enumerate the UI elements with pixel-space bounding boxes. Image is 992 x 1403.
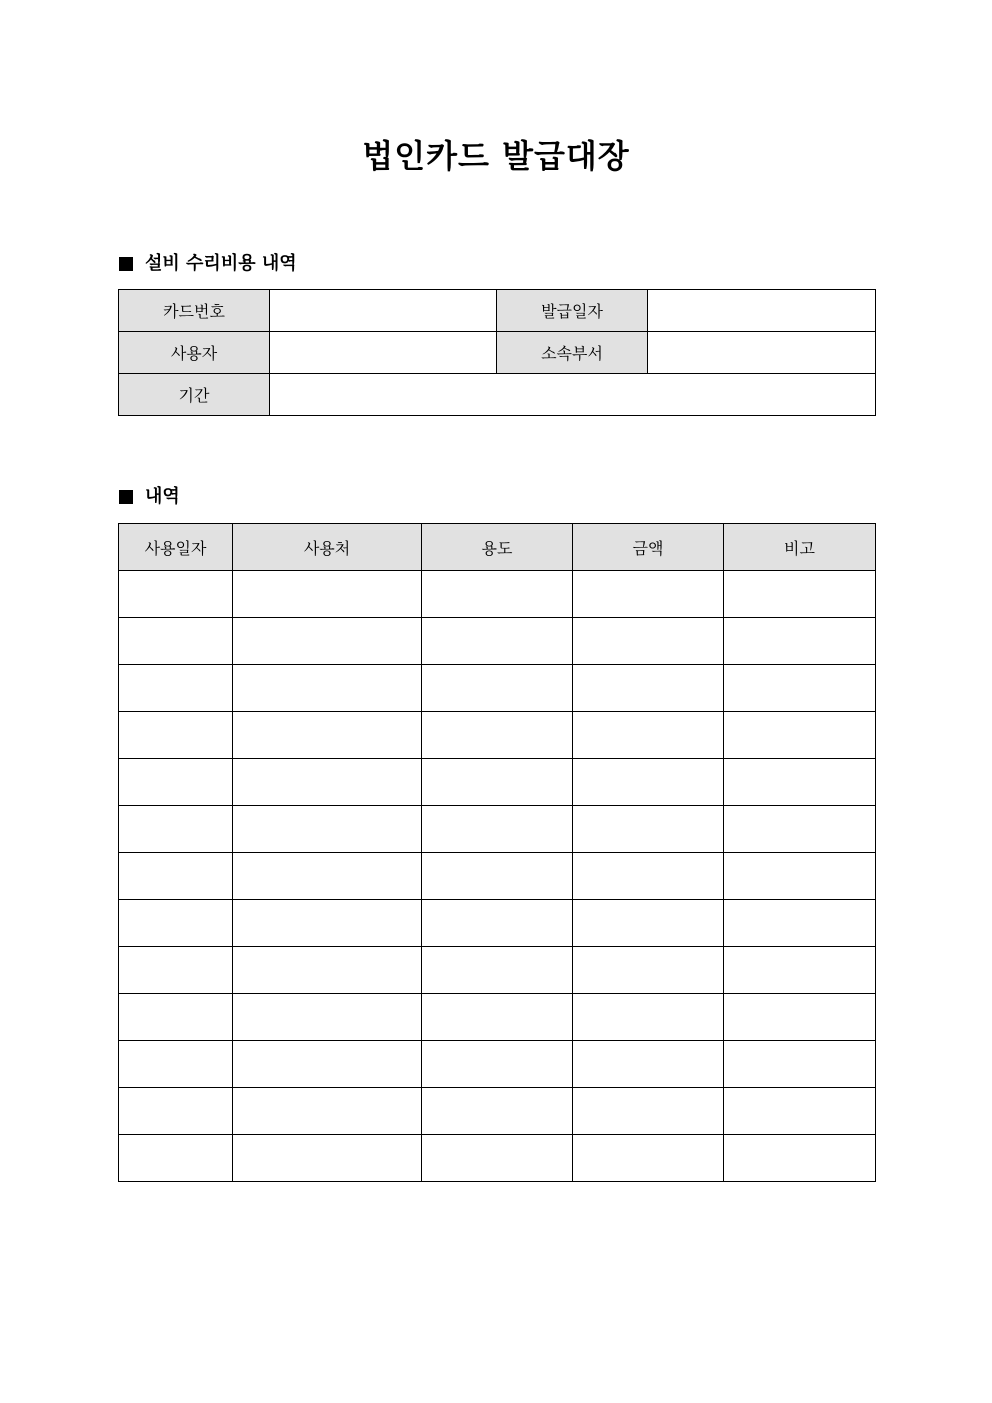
amount-cell[interactable] — [573, 1088, 724, 1135]
column-header-purpose: 용도 — [422, 524, 573, 571]
purpose-cell[interactable] — [422, 759, 573, 806]
merchant-cell[interactable] — [233, 806, 422, 853]
remarks-cell[interactable] — [724, 1135, 876, 1182]
amount-cell[interactable] — [573, 712, 724, 759]
column-header-merchant: 사용처 — [233, 524, 422, 571]
purpose-cell[interactable] — [422, 712, 573, 759]
amount-cell[interactable] — [573, 1041, 724, 1088]
user-label: 사용자 — [119, 332, 270, 374]
issue-date-field[interactable] — [648, 290, 876, 332]
table-row — [119, 1135, 876, 1182]
section-heading-details — [119, 485, 180, 509]
section-heading-label: 설비 수리비용 내역 — [145, 253, 297, 274]
amount-cell[interactable] — [573, 571, 724, 618]
section-heading-repair-costs — [119, 252, 297, 276]
merchant-cell[interactable] — [233, 994, 422, 1041]
usage-date-cell[interactable] — [119, 1135, 233, 1182]
merchant-cell[interactable] — [233, 853, 422, 900]
square-bullet-icon — [119, 257, 133, 271]
usage-date-cell[interactable] — [119, 618, 233, 665]
department-label: 소속부서 — [497, 332, 648, 374]
table-row — [119, 947, 876, 994]
amount-cell[interactable] — [573, 853, 724, 900]
remarks-cell[interactable] — [724, 853, 876, 900]
remarks-cell[interactable] — [724, 665, 876, 712]
usage-date-cell[interactable] — [119, 947, 233, 994]
table-row — [119, 900, 876, 947]
merchant-cell[interactable] — [233, 571, 422, 618]
purpose-cell[interactable] — [422, 571, 573, 618]
amount-cell[interactable] — [573, 1135, 724, 1182]
merchant-cell[interactable] — [233, 1088, 422, 1135]
table-row — [119, 853, 876, 900]
amount-cell[interactable] — [573, 947, 724, 994]
usage-details-table — [118, 523, 876, 1182]
purpose-cell[interactable] — [422, 1088, 573, 1135]
usage-date-cell[interactable] — [119, 571, 233, 618]
remarks-cell[interactable] — [724, 618, 876, 665]
purpose-cell[interactable] — [422, 1135, 573, 1182]
period-field[interactable] — [270, 374, 876, 416]
table-row — [119, 1088, 876, 1135]
remarks-cell[interactable] — [724, 994, 876, 1041]
merchant-cell[interactable] — [233, 1041, 422, 1088]
usage-date-cell[interactable] — [119, 853, 233, 900]
card-number-label: 카드번호 — [119, 290, 270, 332]
usage-date-cell[interactable] — [119, 900, 233, 947]
table-row — [119, 618, 876, 665]
column-header-amount: 금액 — [573, 524, 724, 571]
remarks-cell[interactable] — [724, 571, 876, 618]
department-field[interactable] — [648, 332, 876, 374]
remarks-cell[interactable] — [724, 900, 876, 947]
purpose-cell[interactable] — [422, 853, 573, 900]
purpose-cell[interactable] — [422, 900, 573, 947]
column-header-usage-date: 사용일자 — [119, 524, 233, 571]
merchant-cell[interactable] — [233, 759, 422, 806]
card-number-field[interactable] — [270, 290, 497, 332]
remarks-cell[interactable] — [724, 947, 876, 994]
usage-details-body — [119, 571, 876, 1182]
usage-date-cell[interactable] — [119, 806, 233, 853]
remarks-cell[interactable] — [724, 1088, 876, 1135]
amount-cell[interactable] — [573, 900, 724, 947]
table-row — [119, 571, 876, 618]
usage-date-cell[interactable] — [119, 759, 233, 806]
table-row — [119, 665, 876, 712]
merchant-cell[interactable] — [233, 900, 422, 947]
amount-cell[interactable] — [573, 994, 724, 1041]
amount-cell[interactable] — [573, 665, 724, 712]
amount-cell[interactable] — [573, 759, 724, 806]
amount-cell[interactable] — [573, 806, 724, 853]
table-row — [119, 374, 876, 416]
usage-date-cell[interactable] — [119, 712, 233, 759]
table-header-row — [119, 524, 876, 571]
amount-cell[interactable] — [573, 618, 724, 665]
purpose-cell[interactable] — [422, 618, 573, 665]
merchant-cell[interactable] — [233, 1135, 422, 1182]
usage-date-cell[interactable] — [119, 994, 233, 1041]
table-row — [119, 806, 876, 853]
purpose-cell[interactable] — [422, 994, 573, 1041]
table-row — [119, 290, 876, 332]
merchant-cell[interactable] — [233, 618, 422, 665]
merchant-cell[interactable] — [233, 665, 422, 712]
card-info-table — [118, 289, 876, 416]
table-row — [119, 332, 876, 374]
usage-date-cell[interactable] — [119, 1041, 233, 1088]
remarks-cell[interactable] — [724, 712, 876, 759]
column-header-remarks: 비고 — [724, 524, 876, 571]
purpose-cell[interactable] — [422, 947, 573, 994]
document-title: 법인카드 발급대장 — [362, 137, 630, 175]
section-heading-label: 내역 — [145, 486, 180, 507]
purpose-cell[interactable] — [422, 1041, 573, 1088]
period-label: 기간 — [119, 374, 270, 416]
table-row — [119, 994, 876, 1041]
remarks-cell[interactable] — [724, 1041, 876, 1088]
table-row — [119, 712, 876, 759]
table-row — [119, 759, 876, 806]
remarks-cell[interactable] — [724, 806, 876, 853]
table-row — [119, 1041, 876, 1088]
issue-date-label: 발급일자 — [497, 290, 648, 332]
user-field[interactable] — [270, 332, 497, 374]
purpose-cell[interactable] — [422, 806, 573, 853]
usage-date-cell[interactable] — [119, 1088, 233, 1135]
merchant-cell[interactable] — [233, 947, 422, 994]
remarks-cell[interactable] — [724, 759, 876, 806]
usage-date-cell[interactable] — [119, 665, 233, 712]
merchant-cell[interactable] — [233, 712, 422, 759]
square-bullet-icon — [119, 490, 133, 504]
purpose-cell[interactable] — [422, 665, 573, 712]
